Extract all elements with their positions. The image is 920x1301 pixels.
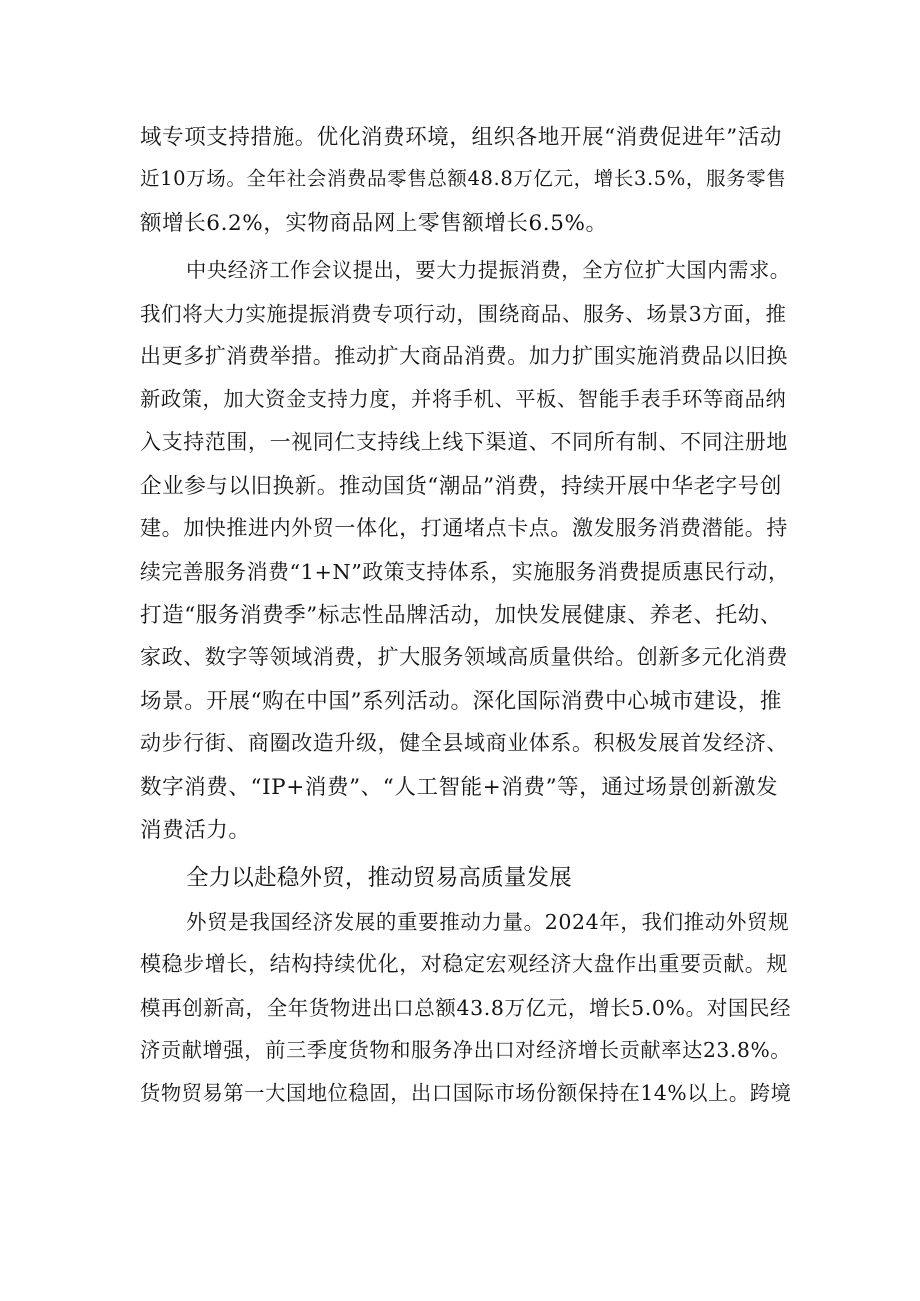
text-line: 中央经济工作会议提出，要大力提振消费，全方位扩大国内需求。 [186, 258, 791, 282]
text-line: 出更多扩消费举措。推动扩大商品消费。加力扩围实施消费品以旧换 [140, 344, 788, 368]
text-line: 新政策，加大资金支持力度，并将手机、平板、智能手表手环等商品纳 [140, 387, 787, 411]
text-line: 场景。开展“购在中国”系列活动。深化国际消费中心城市建设，推 [140, 689, 782, 714]
text-line: 近10万场。全年社会消费品零售总额48.8万亿元，增长3.5%，服务零售 [140, 167, 787, 190]
text-line: 续完善服务消费“1+N”政策支持体系，实施服务消费提质惠民行动， [140, 560, 790, 584]
text-line: 济贡献增强，前三季度货物和服务净出口对经济增长贡献率达23.8%。 [140, 1038, 792, 1062]
text-line: 货物贸易第一大国地位稳固，出口国际市场份额保持在14%以上。跨境 [140, 1081, 792, 1105]
text-line: 企业参与以旧换新。推动国货“潮品”消费，持续开展中华老字号创 [140, 474, 782, 499]
text-line: 打造“服务消费季”标志性品牌活动，加快发展健康、养老、托幼、 [140, 603, 782, 628]
text-line: 外贸是我国经济发展的重要推动力量。2024年，我们推动外贸规 [186, 910, 790, 934]
text-line: 消费活力。 [140, 818, 251, 843]
text-line: 家政、数字等领域消费，扩大服务领域高质量供给。创新多元化消费 [140, 645, 788, 669]
section-heading: 全力以赴稳外贸，推动贸易高质量发展 [186, 865, 572, 891]
text-line: 模稳步增长，结构持续优化，对稳定宏观经济大盘作出重要贡献。规 [140, 952, 788, 976]
text-line: 我们将大力实施提振消费专项行动，围绕商品、服务、场景3方面，推 [140, 302, 787, 326]
text-line: 数字消费、“IP+消费”、“人工智能+消费”等，通过场景创新激发 [140, 775, 779, 800]
text-line: 模再创新高，全年货物进出口总额43.8万亿元，增长5.0%。对国民经 [140, 996, 792, 1020]
text-line: 动步行街、商圈改造升级，健全县域商业体系。积极发展首发经济、 [140, 731, 788, 755]
text-line: 额增长6.2%，实物商品网上零售额增长6.5%。 [140, 211, 608, 236]
text-line: 建。加快推进内外贸一体化，打通堵点卡点。激发服务消费潜能。持 [140, 516, 788, 540]
text-line: 域专项支持措施。优化消费环境，组织各地开展“消费促进年”活动 [140, 125, 782, 150]
text-line: 入支持范围，一视同仁支持线上线下渠道、不同所有制、不同注册地 [140, 430, 788, 454]
